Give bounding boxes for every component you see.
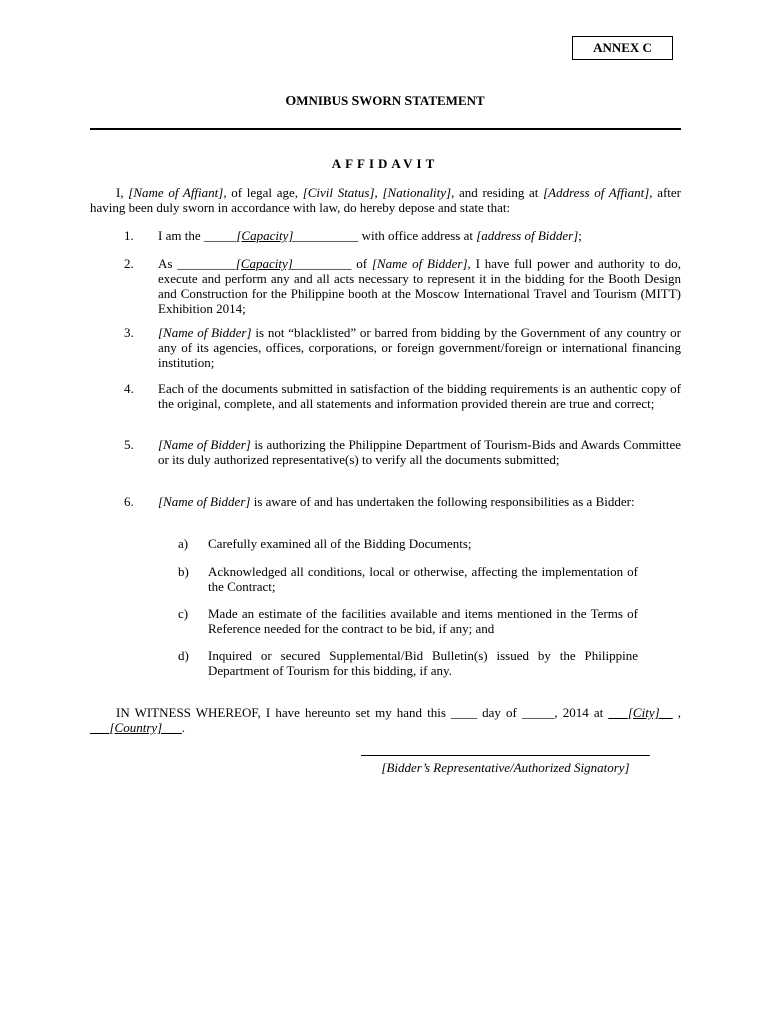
title-divider bbox=[90, 128, 681, 130]
list-item: 3. [Name of Bidder] is not “blacklisted” or barred from bidding by the Government of any country or any of its agencies, offices, corporations, or foreign government/foreign or international financing institution; bbox=[124, 325, 681, 370]
sub-item: a) Carefully examined all of the Bidding Documents; bbox=[178, 536, 472, 551]
list-item: 2. As _________[Capacity]_________ of [Name of Bidder], I have full power and authority to do, execute and perform any and all acts necessary to represent it in the bidding for the Booth Design and Construction for the Philippine booth at the Moscow International Travel and Tourism (MITT) Exhibition 2014; bbox=[124, 256, 681, 316]
list-item: 5. [Name of Bidder] is authorizing the Philippine Department of Tourism-Bids and Awards Committee or its duly authorized representative(s) to verify all the documents submitted; bbox=[124, 437, 681, 467]
document-title: OMNIBUS SWORN STATEMENT bbox=[285, 93, 485, 109]
list-item: 4. Each of the documents submitted in satisfaction of the bidding requirements is an authentic copy of the original, complete, and all statements and information provided therein are true and correct; bbox=[124, 381, 681, 411]
list-item: 6. [Name of Bidder] is aware of and has undertaken the following responsibilities as a Bidder: bbox=[124, 494, 635, 509]
sub-item: c) Made an estimate of the facilities available and items mentioned in the Terms of Reference needed for the contract to be bid, if any; and bbox=[178, 606, 638, 636]
sub-item: b) Acknowledged all conditions, local or otherwise, affecting the implementation of the Contract; bbox=[178, 564, 638, 594]
intro-paragraph: I, [Name of Affiant], of legal age, [Civil Status], [Nationality], and residing at [Address of Affiant], after having been duly sworn in accordance with law, do hereby depose and state that: bbox=[90, 185, 682, 215]
signature-label: [Bidder’s Representative/Authorized Signatory] bbox=[381, 760, 630, 775]
affidavit-heading: AFFIDAVIT bbox=[331, 156, 439, 171]
annex-label: ANNEX C bbox=[572, 36, 673, 60]
signature-line bbox=[361, 755, 650, 756]
list-item: 1. I am the _____[Capacity]__________ with office address at [address of Bidder]; bbox=[124, 228, 582, 243]
sub-item: d) Inquired or secured Supplemental/Bid Bulletin(s) issued by the Philippine Department of Tourism for this bidding, if any. bbox=[178, 648, 638, 678]
witness-paragraph: IN WITNESS WHEREOF, I have hereunto set my hand this ____ day of _____, 2014 at ___[City]__ , ___[Country]___. bbox=[90, 705, 682, 735]
